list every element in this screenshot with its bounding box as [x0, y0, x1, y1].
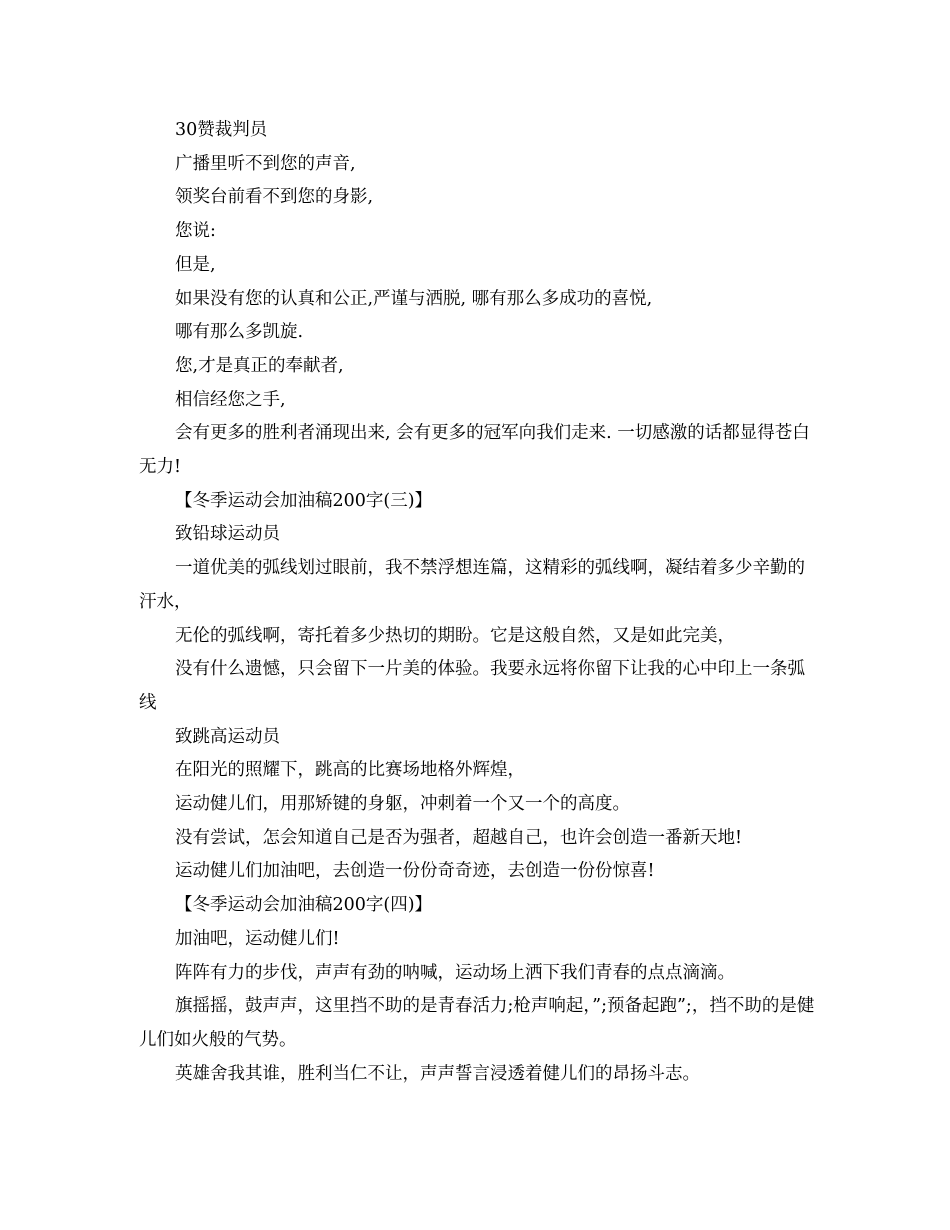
paragraph: 领奖台前看不到您的身影,: [175, 187, 374, 208]
paragraph: 但是,: [175, 254, 216, 275]
paragraph: 致跳高运动员: [175, 726, 280, 747]
paragraph: 运动健儿们加油吧，去创造一份份奇奇迹，去创造一份份惊喜!: [175, 861, 655, 882]
paragraph: 广播里听不到您的声音,: [175, 153, 356, 174]
paragraph: 在阳光的照耀下，跳高的比赛场地格外辉煌，: [175, 760, 525, 781]
section-heading: 【冬季运动会加油稿200字(三)】: [175, 490, 433, 511]
paragraph: 如果没有您的认真和公正,严谨与洒脱, 哪有那么多成功的喜悦,: [175, 288, 653, 309]
paragraph: 旗摇摇，鼓声声，这里挡不助的是青春活力;枪声响起，”;预备起跑”;，挡不助的是健儿们如火般的气势。: [139, 996, 815, 1050]
paragraph: 英雄舍我其谁，胜利当仁不让，声声誓言浸透着健儿们的昂扬斗志。: [175, 1063, 700, 1084]
document-body: [139, 114, 815, 1091]
paragraph: 哪有那么多凯旋.: [175, 322, 304, 343]
paragraph: 无伦的弧线啊，寄托着多少热切的期盼。它是这般自然，又是如此完美，: [175, 625, 735, 646]
paragraph: 30赞裁判员: [175, 120, 268, 140]
paragraph: 相信经您之手,: [175, 389, 286, 410]
paragraph: 运动健儿们，用那矫键的身躯，冲刺着一个又一个的高度。: [175, 794, 630, 815]
section-heading: 【冬季运动会加油稿200字(四)】: [175, 895, 433, 916]
paragraph: 没有尝试，怎会知道自己是否为强者，超越自己，也许会创造一番新天地!: [175, 827, 743, 848]
paragraph: 没有什么遗憾，只会留下一片美的体验。我要永远将你留下让我的心中印上一条弧线: [139, 659, 805, 713]
paragraph: 阵阵有力的步伐，声声有劲的呐喊，运动场上洒下我们青春的点点滴滴。: [175, 962, 735, 983]
paragraph: 一道优美的弧线划过眼前，我不禁浮想连篇，这精彩的弧线啊，凝结着多少辛勤的汗水，: [139, 558, 805, 612]
paragraph: 会有更多的胜利者涌现出来, 会有更多的冠军向我们走来. 一切感激的话都显得苍白无力!: [139, 423, 810, 478]
paragraph: 您,才是真正的奉献者,: [175, 355, 344, 376]
paragraph: 致铅球运动员: [175, 524, 280, 545]
paragraph: 加油吧，运动健儿们!: [175, 928, 340, 949]
paragraph: 您说:: [175, 221, 216, 242]
